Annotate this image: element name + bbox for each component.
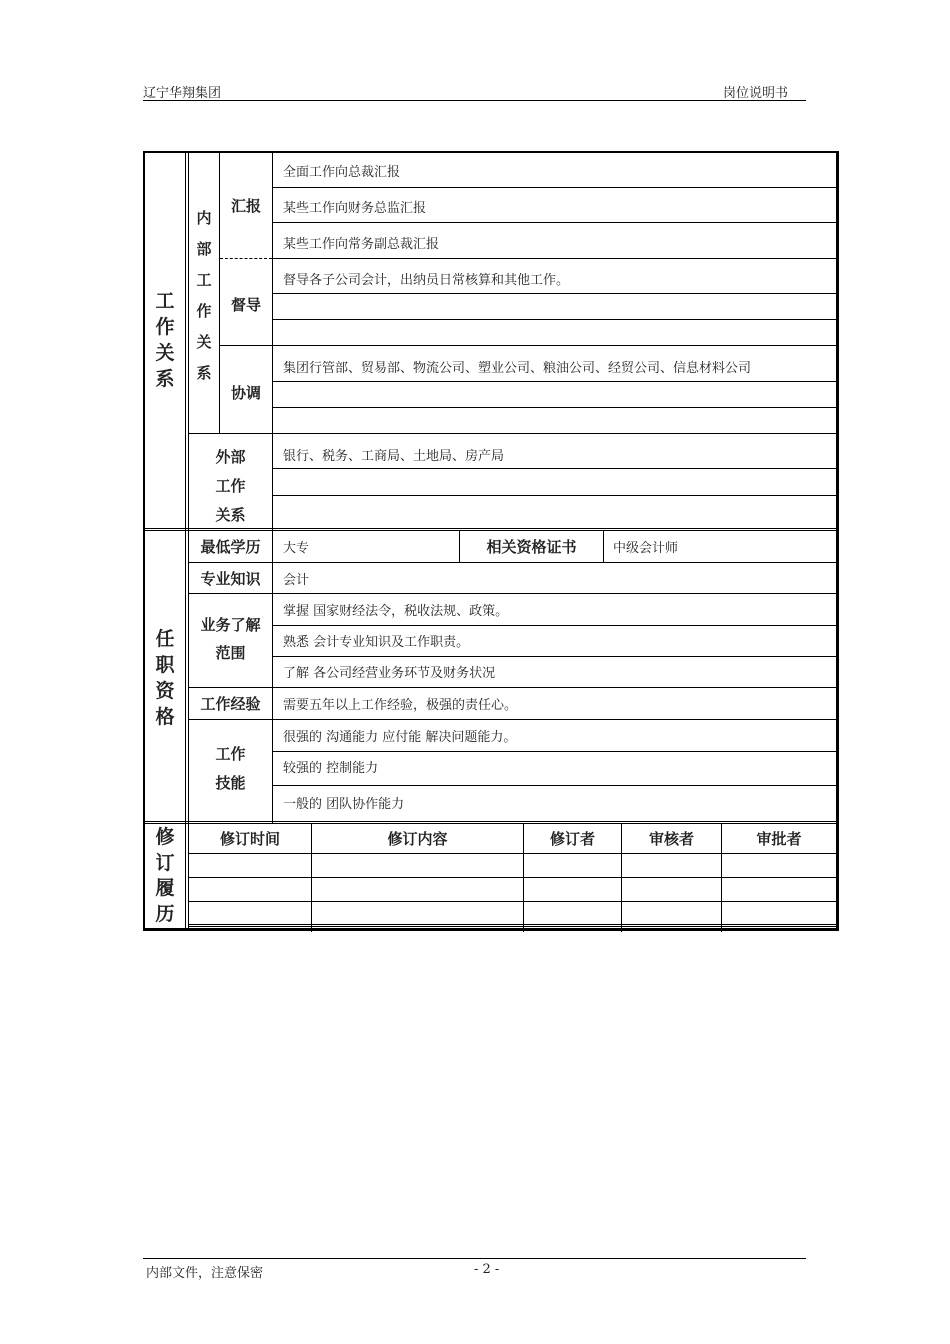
coordinate-line: 集团行管部、贸易部、物流公司、塑业公司、粮油公司、经贸公司、信息材料公司 xyxy=(283,361,752,376)
revision-col-content: 修订内容 xyxy=(387,831,448,848)
external-relations-word: 工作 xyxy=(215,478,246,495)
company-name: 辽宁华翔集团 xyxy=(143,86,222,101)
revision-col-reviser: 修订者 xyxy=(549,831,595,848)
internal-relations-char: 系 xyxy=(196,365,212,382)
internal-relations-char: 关 xyxy=(196,334,212,351)
work-relations-char: 关 xyxy=(155,343,175,364)
job-description-table xyxy=(143,151,839,931)
internal-relations-char: 工 xyxy=(196,272,212,289)
work-relations-char: 系 xyxy=(155,369,175,390)
skills-line: 一般的 团队协作能力 xyxy=(283,797,405,812)
skills-label-line: 工作 xyxy=(215,746,246,763)
qualifications-label xyxy=(145,627,185,731)
external-relations-word: 外部 xyxy=(215,449,246,466)
revision-col-reviewer: 审核者 xyxy=(648,831,694,848)
skills-label xyxy=(189,740,272,798)
education-value: 大专 xyxy=(283,541,310,556)
qualifications-char: 职 xyxy=(155,655,175,676)
qualifications-char: 任 xyxy=(155,629,175,650)
confidential-note: 内部文件，注意保密 xyxy=(146,1266,264,1281)
skills-line: 很强的 沟通能力 应付能 解决问题能力。 xyxy=(283,730,517,745)
knowledge-label: 专业知识 xyxy=(200,571,261,588)
internal-relations-char: 内 xyxy=(196,210,212,227)
supervise-label: 督导 xyxy=(230,297,261,314)
report-line: 某些工作向常务副总裁汇报 xyxy=(283,237,440,252)
knowledge-value: 会计 xyxy=(283,573,310,588)
report-line: 某些工作向财务总监汇报 xyxy=(283,201,427,216)
qualifications-char: 资 xyxy=(155,681,175,702)
work-relations-char: 作 xyxy=(155,317,175,338)
revision-history-char: 修 xyxy=(155,827,175,848)
internal-relations-char: 部 xyxy=(196,241,212,258)
scope-label-line: 业务了解 xyxy=(200,617,261,634)
skills-label-line: 技能 xyxy=(215,775,246,792)
document-title: 岗位说明书 xyxy=(722,86,788,101)
supervise-line: 督导各子公司会计，出纳员日常核算和其他工作。 xyxy=(283,273,570,288)
footer-rule xyxy=(143,1258,806,1259)
internal-relations-char: 作 xyxy=(196,303,212,320)
work-relations-label xyxy=(145,289,185,393)
external-line: 银行、税务、工商局、土地局、房产局 xyxy=(283,449,505,464)
external-relations-word: 关系 xyxy=(215,507,246,524)
scope-line: 了解 各公司经营业务环节及财务状况 xyxy=(283,666,496,681)
scope-line: 熟悉 会计专业知识及工作职责。 xyxy=(283,635,470,650)
revision-history-char: 履 xyxy=(155,878,175,899)
page-header xyxy=(143,82,806,101)
external-relations-label xyxy=(189,443,272,530)
report-label: 汇报 xyxy=(230,198,261,215)
certificate-value: 中级会计师 xyxy=(613,541,679,556)
qualifications-char: 格 xyxy=(155,707,175,728)
skills-line: 较强的 控制能力 xyxy=(283,761,379,776)
education-label: 最低学历 xyxy=(200,539,261,556)
work-relations-char: 工 xyxy=(155,291,175,312)
scope-label-line: 范围 xyxy=(215,645,246,662)
scope-label xyxy=(189,612,272,668)
certificate-label: 相关资格证书 xyxy=(486,539,577,556)
experience-label: 工作经验 xyxy=(200,696,261,713)
revision-history-char: 订 xyxy=(155,852,175,874)
experience-value: 需要五年以上工作经验，极强的责任心。 xyxy=(283,698,518,713)
coordinate-label: 协调 xyxy=(230,385,261,402)
report-line: 全面工作向总裁汇报 xyxy=(283,165,401,180)
revision-history-label xyxy=(145,825,185,927)
scope-line: 掌握 国家财经法令，税收法规、政策。 xyxy=(283,604,509,619)
revision-history-char: 历 xyxy=(155,903,175,925)
internal-relations-label xyxy=(189,203,219,389)
revision-col-date: 修订时间 xyxy=(219,831,280,848)
revision-col-approver: 审批者 xyxy=(756,831,802,848)
page-number: - 2 - xyxy=(474,1262,500,1277)
